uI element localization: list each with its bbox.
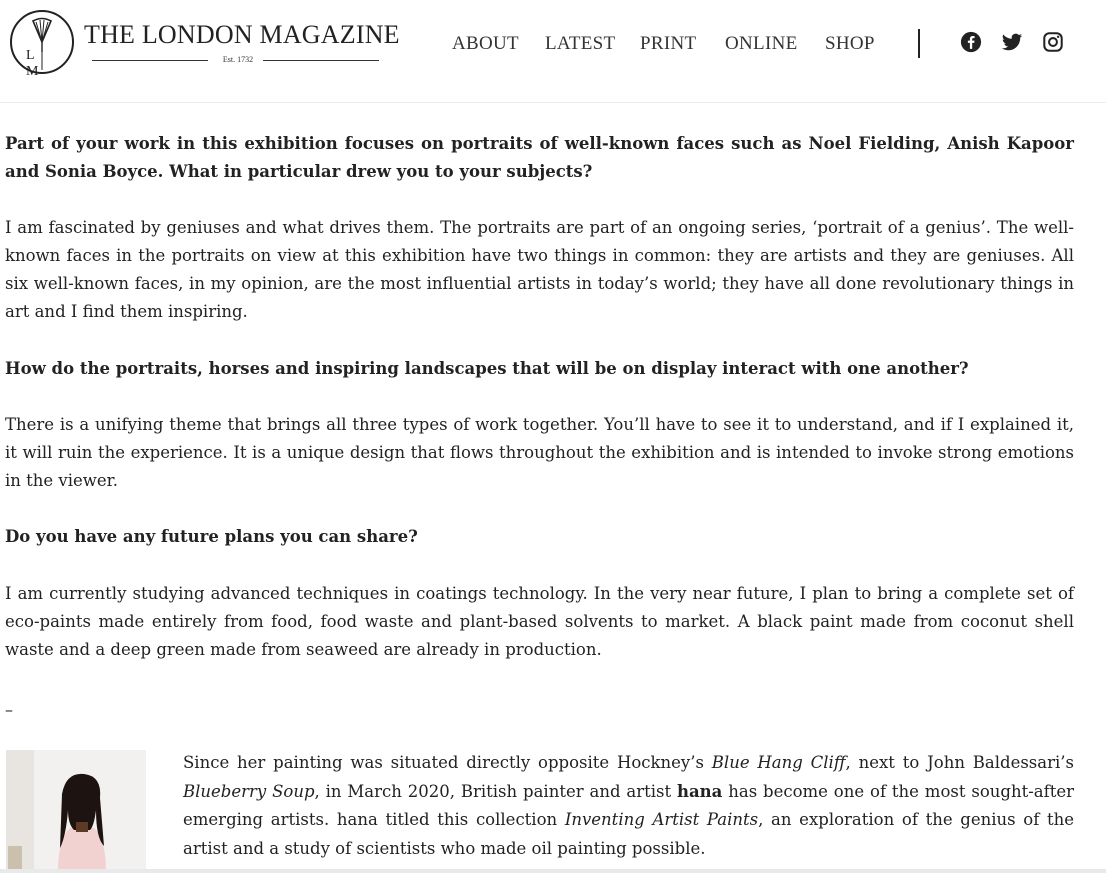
artwork-title: Blue Hang Cliff: [711, 753, 846, 772]
collection-title: Inventing Artist Paints: [564, 810, 759, 829]
logo-established: Est. 1732: [222, 55, 254, 64]
logo-monogram: L M: [26, 48, 50, 79]
interview-answer: There is a unifying theme that brings all three types of work together. You’ll have to see it to understand, and if I explained it, it will ruin the experience. It is a unique design that flows throughout the exhibition and is intended to invoke strong emotions in the viewer.: [5, 415, 1074, 490]
bio-text: , in March 2020, British painter and artist: [314, 781, 677, 801]
nav-print[interactable]: PRINT: [640, 33, 697, 54]
artist-bio: [183, 749, 1074, 863]
nav-shop[interactable]: SHOP: [825, 33, 875, 54]
twitter-icon[interactable]: [1001, 31, 1023, 53]
artist-portrait-image: [6, 750, 146, 873]
bio-text: , next to John Baldessari’s: [845, 753, 1074, 772]
interview-question: Do you have any future plans you can share?: [5, 527, 418, 546]
nav-latest[interactable]: LATEST: [545, 33, 616, 54]
logo-rule-left: [92, 60, 208, 61]
artist-name: hana: [676, 781, 723, 801]
interview-answer: I am fascinated by geniuses and what drives them. The portraits are part of an ongoing series, ‘portrait of a genius’. The well-known faces in the portraits on view at this exhibition have two things in common: they are artists and they are geniuses. All six well-known faces, in my opinion, are the most influential artists in today’s world; they have all done revolutionary things in art and I find them inspiring.: [5, 218, 1074, 321]
interview-question: Part of your work in this exhibition focuses on portraits of well-known faces such as Noel Fielding, Anish Kapoor and Sonia Boyce. What in particular drew you to your subjects?: [5, 134, 1074, 181]
page-bottom-edge: [0, 869, 1106, 873]
bio-text: has become one of the most sought-after emerging artists. hana titled this collection: [183, 781, 1075, 829]
nav-online[interactable]: ONLINE: [725, 33, 798, 54]
logo-emblem[interactable]: [10, 10, 74, 79]
interview-question: How do the portraits, horses and inspiring landscapes that will be on display interact with one another?: [5, 359, 969, 378]
instagram-icon[interactable]: [1042, 31, 1064, 53]
article-body: [5, 130, 1074, 664]
artwork-title: Blueberry Soup: [183, 781, 315, 801]
nav-divider: [918, 29, 920, 58]
bio-text: Since her painting was situated directly opposite Hockney’s: [183, 753, 712, 772]
site-header: [0, 0, 1106, 103]
site-title[interactable]: THE LONDON MAGAZINE: [84, 20, 400, 49]
logo-rule-right: [263, 60, 379, 61]
bio-text: , an exploration of the genius of the artist and a study of scientists who made oil painting possible.: [183, 810, 1075, 858]
interview-answer: I am currently studying advanced techniques in coatings technology. In the very near future, I plan to bring a complete set of eco-paints made entirely from food, food waste and plant-based solvents to market. A black paint made from coconut shell waste and a deep green made from seaweed are already in production.: [5, 584, 1074, 659]
section-separator: –: [5, 700, 13, 719]
nav-about[interactable]: ABOUT: [452, 33, 519, 54]
facebook-icon[interactable]: [960, 31, 982, 53]
